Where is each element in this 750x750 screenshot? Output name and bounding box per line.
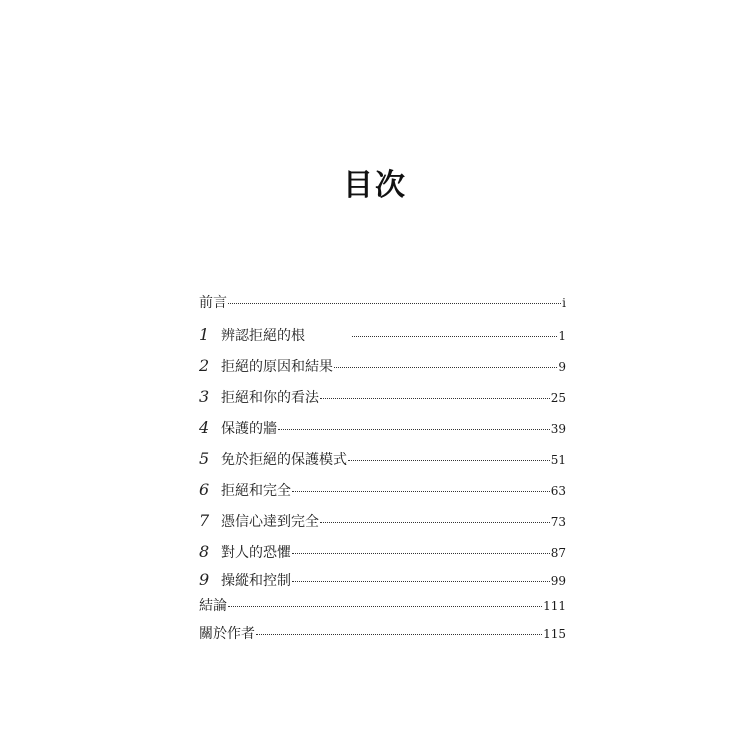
toc-entry-chapter-4 xyxy=(199,412,566,443)
toc-entry-page: 115 xyxy=(543,627,566,641)
dot-leader xyxy=(334,363,557,368)
toc-entry-page: 99 xyxy=(550,574,566,588)
toc-entry-page: 1 xyxy=(558,329,566,343)
toc-entry-page: 73 xyxy=(550,515,566,529)
toc-entry-chapter-1 xyxy=(199,319,566,350)
toc-chapter-number: 9 xyxy=(199,570,210,589)
toc-entry-label: 結論 xyxy=(199,598,227,614)
toc-entry-label: 免於拒絕的保護模式 xyxy=(221,452,347,468)
toc-entry-about-author xyxy=(199,619,566,650)
toc-chapter-number: 1 xyxy=(199,325,210,344)
page-title: 目次 xyxy=(343,168,407,203)
dot-leader xyxy=(228,299,561,304)
toc-chapter-number: 4 xyxy=(199,418,210,437)
toc-entry-label: 關於作者 xyxy=(199,626,255,642)
toc-entry-label: 拒絕的原因和結果 xyxy=(221,359,333,375)
toc-entry-chapter-9 xyxy=(199,567,566,593)
toc-entry-chapter-7 xyxy=(199,505,566,536)
toc-entry-page: 9 xyxy=(558,360,566,374)
toc-chapter-number: 2 xyxy=(199,356,210,375)
toc-entry-conclusion xyxy=(199,593,566,619)
dot-leader xyxy=(292,487,550,492)
toc-entry-chapter-2 xyxy=(199,350,566,381)
toc-entry-label: 辨認拒絕的根 xyxy=(221,328,305,344)
dot-leader xyxy=(292,577,550,582)
toc-entry-label: 前言 xyxy=(199,295,227,311)
toc-entry-label: 憑信心達到完全 xyxy=(221,514,319,530)
toc-entry-label: 對人的恐懼 xyxy=(221,545,291,561)
dot-leader xyxy=(320,394,550,399)
toc-entry-label: 拒絕和你的看法 xyxy=(221,390,319,406)
toc-entry-chapter-5 xyxy=(199,443,566,474)
toc-entry-page: i xyxy=(562,296,566,310)
toc-entry-preface xyxy=(199,288,566,319)
toc-entry-page: 63 xyxy=(550,484,566,498)
toc-entry-page: 39 xyxy=(550,422,566,436)
dot-leader xyxy=(278,425,550,430)
toc-entry-page: 25 xyxy=(550,391,566,405)
dot-leader xyxy=(256,630,542,635)
dot-leader xyxy=(320,518,550,523)
toc-entry-chapter-3 xyxy=(199,381,566,412)
toc-entry-label: 拒絕和完全 xyxy=(221,483,291,499)
toc-chapter-number: 6 xyxy=(199,480,210,499)
toc-chapter-number: 8 xyxy=(199,542,210,561)
toc-entry-label: 保護的牆 xyxy=(221,421,277,437)
toc-entry-chapter-6 xyxy=(199,474,566,505)
toc-entry-chapter-8 xyxy=(199,536,566,567)
toc-chapter-number: 5 xyxy=(199,449,210,468)
dot-leader xyxy=(348,456,550,461)
dot-leader xyxy=(292,549,550,554)
toc-entry-page: 111 xyxy=(543,599,566,613)
table-of-contents xyxy=(199,288,566,650)
toc-entry-page: 87 xyxy=(550,546,566,560)
toc-entry-page: 51 xyxy=(550,453,566,467)
toc-chapter-number: 3 xyxy=(199,387,210,406)
dot-leader xyxy=(352,332,557,337)
toc-chapter-number: 7 xyxy=(199,511,210,530)
dot-leader xyxy=(228,602,542,607)
toc-entry-label: 操縱和控制 xyxy=(221,573,291,589)
